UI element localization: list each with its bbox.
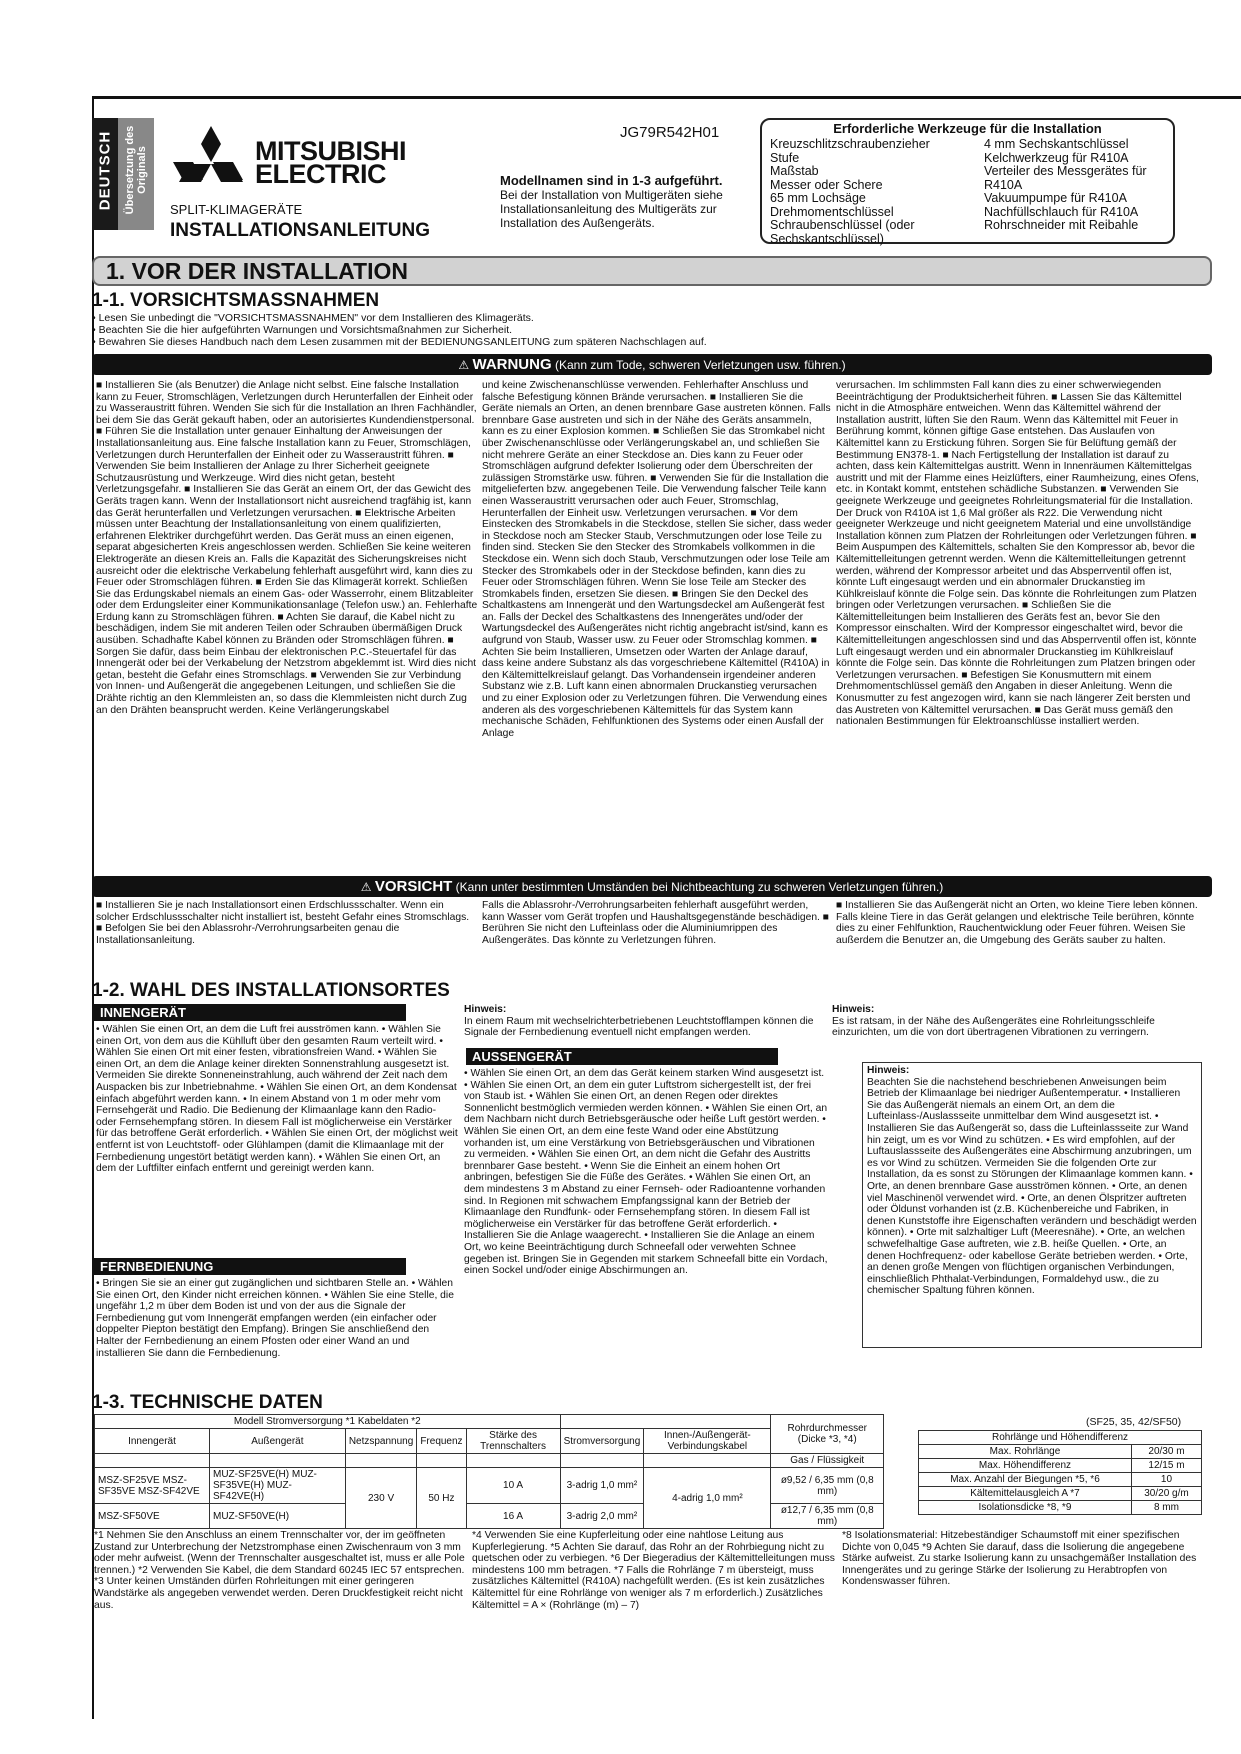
tool-item: Schraubenschlüssel (oder Sechskantschlüssel) — [770, 218, 915, 246]
tool-item: Messer oder Schere — [770, 177, 883, 192]
table-cell: MSZ-SF50VE — [95, 1504, 210, 1529]
table-cell: Kältemittelausgleich A *7 — [919, 1487, 1132, 1501]
caution-column-3: ■ Installieren Sie das Außengerät nicht an Orten, wo kleine Tiere leben können. Falls kleine Tiere in das Gerät gelangen und elektrische Teile berühren, könnte dies zu einer Fehlfunktion, Rauchentwicklung oder Feuer führen. Weisen Sie außerdem die Benutzer an, die Umgebung des Geräts sauber zu halten. — [836, 900, 1198, 946]
hint-remote — [464, 1004, 824, 1046]
language-tab — [92, 118, 118, 230]
intro-bullets: • Lesen Sie unbedingt die "VORSICHTSMASSNAHMEN" vor dem Installieren des Klimageräts. • Beachten Sie die hier aufgeführten Warnungen und Vorsichtsmaßnahmen zur Sicherheit. • Bewahren Sie dieses Handbuch nach dem Lesen zusammen mit der BEDIENUNGSANLEITUNG zum späteren Nachschlagen auf. — [92, 312, 707, 348]
tool-item: 65 mm Lochsäge — [770, 191, 866, 205]
section-title: 1. VOR DER INSTALLATION — [92, 256, 1212, 286]
table-cell: 10 A — [466, 1468, 560, 1504]
table-cell: ø9,52 / 6,35 mm (0,8 mm) — [771, 1468, 884, 1504]
brand-name — [255, 136, 407, 189]
table-cell: MSZ-SF25VE MSZ-SF35VE MSZ-SF42VE — [95, 1468, 210, 1504]
table-cell: 230 V — [345, 1468, 417, 1529]
tool-item: Kelchwerkzeug für R410A — [984, 150, 1129, 165]
table-header: Netzspannung — [345, 1429, 417, 1454]
remote-control-text: • Bringen Sie sie an einer gut zugänglichen und sichtbaren Stelle an. • Wählen Sie einen Ort, den Kinder nicht erreichen können. • Wählen Sie eine Stelle, die ungefähr 1,2 m über dem Boden ist und von der aus die Signale der Fernbedienung gut vom Innengerät empfangen werden (ein einfacher oder doppelter Piepton bestätigt den Empfang). Bringen Sie anschließend den Halter der Fernbedienung an einem Pfosten oder einer Wand an und installieren Sie dann die Fernbedienung. — [96, 1278, 454, 1359]
caution-column-1: ■ Installieren Sie je nach Installationsort einen Erdschlussschalter. Wenn ein solcher Erdschlussschalter nicht installiert ist, besteht Gefahr eines Stromschlags. ■ Befolgen Sie bei den Ablassrohr-/Verrohrungsarbeiten genau die Installationsanleitung. — [96, 900, 470, 946]
tools-box — [760, 118, 1175, 244]
product-type: SPLIT-KLIMAGERÄTE — [170, 202, 303, 217]
table-header: Rohrdurchmesser (Dicke *3, *4) — [771, 1415, 884, 1454]
pipe-length-table — [918, 1430, 1202, 1515]
table-cell: ø12,7 / 6,35 mm (0,8 mm) — [771, 1504, 884, 1529]
caution-icon: ⚠ — [360, 880, 372, 894]
table-cell: MUZ-SF25VE(H) MUZ-SF35VE(H) MUZ-SF42VE(H) — [210, 1468, 346, 1504]
subsection-title-precautions: 1-1. VORSICHTSMASSNAHMEN — [92, 290, 380, 311]
table-cell: 4-adrig 1,0 mm² — [644, 1468, 771, 1529]
table-cell: 8 mm — [1131, 1501, 1201, 1515]
hint-text: Beachten Sie die nachstehend beschriebenen Anweisungen beim Betrieb der Klimaanlage bei niedriger Außentemperatur. • Installieren Sie das Außengerät niemals an einem Ort, an dem die Lufteinlass-/Auslassseite unmittelbar dem Wind ausgesetzt ist. • Installieren Sie das Außengerät so, dass die Lufteinlassseite zur Wand hin zeigt, um es vor Wind zu schützen. • Es wird empfohlen, auf der Luftauslassseite des Außengerätes eine Abschirmung anzubringen, um es vor Wind zu schützen. Vermeiden Sie die folgenden Orte zur Installation, da es sonst zu Störungen der Klimaanlage kommen kann. • Orte, an denen brennbare Gase ausströmen können. • Orte, an denen viel Maschinenöl verwendet wird. • Orte, an denen Ölspritzer auftreten oder Öldunst vorhanden ist (z.B. Küchenbereiche und Fabriken, in denen Kunststoffe ihre Eigenschaften verändern und beschädigt werden können). • Orte mit salzhaltiger Luft (Meeresnähe). • Orte, an welchen schwefelhaltige Gase auftreten, wie z.B. heiße Quellen. • Orte, an denen Hochfrequenz- oder kabellose Geräte betrieben werden. • Orte, an denen große Mengen von flüchtigen organischen Verbindungen, einschließlich Phthalat-Verbindungen, Formaldehyd usw., die zu chemischer Spaltung führen können. — [867, 1076, 1197, 1297]
warning-note: (Kann zum Tode, schweren Verletzungen usw. führen.) — [555, 358, 846, 372]
table-cell: 3-adrig 1,0 mm² — [560, 1468, 644, 1504]
document-number: JG79R542H01 — [620, 124, 720, 141]
outdoor-unit-text: • Wählen Sie einen Ort, an dem das Gerät keinem starken Wind ausgesetzt ist. • Wählen Sie einen Ort, an dem ein guter Luftstrom sichergestellt ist, der frei von Staub ist. • Wählen Sie einen Ort, an denen Regen oder direktes Sonnenlicht bestmöglich vermieden werden können. • Wählen Sie einen Ort, an dem Nachbarn nicht durch Betriebsgeräusche oder heiße Luft gestört werden. • Wählen Sie einen Ort, an dem eine feste Wand oder eine Abstützung vorhanden ist, um eine Verstärkung von Betriebsgeräuschen und Vibrationen zu vermeiden. • Wählen Sie einen Ort, an dem nicht die Gefahr des Austritts brennbarer Gase besteht. • Wenn Sie die Einheit an einem hohen Ort anbringen, befestigen Sie die Füße des Gerätes. • Wählen Sie einen Ort, an dem mindestens 3 m Abstand zu einer Fernseh- oder Radioantenne vorhanden sind. In Regionen mit schwachem Empfangssignal kann der Betrieb der Klimaanlage den Rundfunk- oder Fernsehempfang stören. In diesem Fall ist möglicherweise ein Verstärker für das betroffene Gerät erforderlich. • Installieren Sie die Anlage waagerecht. • Installieren Sie die Anlage an einem Ort, wo keine Beeinträchtigung durch Schneefall oder verwehten Schnee gegeben ist. Bringen Sie in Gegenden mit starkem Schneefall bitte ein Vordach, einen Sockel und/oder einige Abschirmungen an. — [464, 1068, 828, 1277]
warning-bar — [92, 354, 1212, 375]
intro-bullet: Beachten Sie die hier aufgeführten Warnungen und Vorsichtsmaßnahmen zur Sicherheit. — [98, 324, 513, 336]
table-cell: 10 — [1131, 1473, 1201, 1487]
tools-title: Erforderliche Werkzeuge für die Installation — [833, 121, 1102, 136]
caution-bar — [92, 876, 1212, 897]
table-header: Frequenz — [417, 1429, 466, 1454]
table-cell: Max. Höhendifferenz — [919, 1459, 1132, 1473]
brand-line-2: ELECTRIC — [255, 159, 386, 189]
table-header: Modell Stromversorgung *1 Kabeldaten *2 — [95, 1415, 561, 1429]
table-cell: 12/15 m — [1131, 1459, 1201, 1473]
intro-bullet: Lesen Sie unbedingt die "VORSICHTSMASSNAHMEN" vor dem Installieren des Klimageräts. — [98, 312, 534, 324]
indoor-unit-text: • Wählen Sie einen Ort, an dem die Luft frei ausströmen kann. • Wählen Sie einen Ort, von dem aus die Kühlluft über den gesamten Raum verteilt wird. • Wählen Sie einen Ort mit einer festen, vibrationsfreien Wand. • Wählen Sie einen Ort, an dem die Anlage keiner direkten Sonnenstrahlung ausgesetzt ist. Vermeiden Sie direkte Sonneneinstrahlung, auch während der Zeit nach dem Auspacken bis zur Inbetriebnahme. • Wählen Sie einen Ort, an dem Kondensat einfach abgeführt werden kann. • In einem Abstand von 1 m oder mehr vom Fernsehgerät und Radio. Die Bedienung der Klimaanlage kann den Radio- oder Fernsehempfang stören. In diesem Fall ist möglicherweise ein Verstärker für das betroffene Gerät erforderlich. • Wählen Sie einen Ort, der möglichst weit entfernt ist von Leuchtstoff- oder Glühlampen (damit die Klimaanlage mit der Fernbedienung ungestört betätigt werden kann). • Wählen Sie einen Ort, an dem der Luftfilter einfach entfernt und gereinigt werden kann. — [96, 1024, 458, 1175]
hint-title: Hinweis: — [464, 1004, 507, 1015]
subsection-title-specs: 1-3. TECHNISCHE DATEN — [92, 1392, 323, 1413]
tools-column-2 — [984, 138, 1174, 233]
table-cell: 20/30 m — [1131, 1445, 1201, 1459]
remote-control-header: FERNBEDIENUNG — [94, 1258, 406, 1275]
original-label: Übersetzung des Originals — [124, 125, 148, 215]
hint-title: Hinweis: — [832, 1004, 875, 1015]
indoor-unit-header: INNENGERÄT — [94, 1004, 406, 1021]
warning-icon: ⚠ — [458, 358, 470, 372]
brand-line-1: MITSUBISHI — [255, 136, 407, 166]
table-header: Rohrlänge und Höhendifferenz — [919, 1431, 1202, 1445]
tool-item: Vakuumpumpe für R410A — [984, 191, 1127, 205]
tool-item: Verteiler des Messgerätes für R410A — [984, 164, 1147, 192]
table-cell: 30/20 g/m — [1131, 1487, 1201, 1501]
warning-word: WARNUNG — [472, 356, 552, 373]
table-cell: Max. Rohrlänge — [919, 1445, 1132, 1459]
model-note — [500, 174, 740, 230]
specs-table — [94, 1414, 884, 1529]
tool-item: Rohrschneider mit Reibahle — [984, 218, 1139, 232]
table-cell: 16 A — [466, 1504, 560, 1529]
table-cell: Isolationsdicke *8, *9 — [919, 1501, 1132, 1515]
table-header: Innengerät — [95, 1429, 210, 1454]
table-header: Stärke des Trennschalters — [466, 1429, 560, 1454]
footnotes-column-3: *8 Isolationsmaterial: Hitzebeständiger Schaumstoff mit einer spezifischen Dichte von 0,045 *9 Achten Sie darauf, dass die Isolierung die angegebene Stärke aufweist. Zu starke Isolierung kann zu unsachgemäßer Installation des Innengerätes und zu geringe Stärke der Isolierung zu Herabtropfen von Kondenswasser führen. — [842, 1530, 1197, 1588]
model-note-text: Bei der Installation von Multigeräten siehe Installationsanleitung des Multigeräts zur Installation des Außengeräts. — [500, 188, 723, 230]
footnotes-column-1: *1 Nehmen Sie den Anschluss an einem Trennschalter vor, der im geöffneten Zustand zur Unterbrechung der Netzstromphase einen Zwischenraum von 3 mm oder mehr aufweist. (Wenn der Trennschalter ausgeschaltet ist, muss er alle Pole trennen.) *2 Verwenden Sie Kabel, die dem Standard 60245 IEC 57 entsprechen. *3 Unter keinen Umständen dürfen Rohrleitungen mit einer geringeren Wandstärke als angegeben verwendet werden. Deren Druckfestigkeit reicht nicht aus. — [94, 1530, 465, 1611]
tool-item: Stufe — [770, 150, 800, 165]
tool-item: Kreuzschlitzschraubenzieher — [770, 137, 930, 151]
model-note-bold: Modellnamen sind in 1-3 aufgeführt. — [500, 173, 723, 188]
tools-column-1 — [770, 138, 975, 246]
table-cell: 50 Hz — [417, 1468, 466, 1529]
tool-item: Maßstab — [770, 164, 819, 178]
hint-vibration — [832, 1004, 1202, 1046]
intro-bullet: Bewahren Sie dieses Handbuch nach dem Lesen zusammen mit der BEDIENUNGSANLEITUNG zum späteren Nachschlagen auf. — [98, 336, 707, 348]
caution-word: VORSICHT — [374, 878, 453, 895]
table-cell: MUZ-SF50VE(H) — [210, 1504, 346, 1529]
footnotes-column-2: *4 Verwenden Sie eine Kupferleitung oder eine nahtlose Leitung aus Kupferlegierung. *5 Achten Sie darauf, das Rohr an der Rohrbiegung nicht zu quetschen oder zu verbiegen. *6 Der Biegeradius der Kältemittelleitungen muss mindestens 100 mm betragen. *7 Falls die Rohrlänge 7 m übersteigt, muss zusätzliches Kältemittel (R410A) nachgefüllt werden. (Es ist kein zusätzliches Kältemittel für eine Rohrlänge von weniger als 7 m erforderlich.) Zusätzliches Kältemittel = A × (Rohrlänge (m) – 7) — [472, 1530, 835, 1611]
table-header: Innen-/Außengerät-Verbindungskabel — [644, 1429, 771, 1454]
hint-text: In einem Raum mit wechselrichterbetriebenen Leuchtstofflampen können die Signale der Fernbedienung eventuell nicht empfangen werden. — [464, 1015, 814, 1039]
original-tab — [118, 118, 154, 230]
outdoor-unit-header: AUSSENGERÄT — [466, 1048, 778, 1065]
subsection-title-location: 1-2. WAHL DES INSTALLATIONSORTES — [92, 980, 450, 1001]
table-header: Gas / Flüssigkeit — [771, 1454, 884, 1468]
warning-column-2: und keine Zwischenanschlüsse verwenden. Fehlerhafter Anschluss und falsche Befestigung können Brände verursachen. ■ Installieren Sie die Geräte niemals an Orten, an denen brennbare Gase austreten können. Falls brennbare Gase austreten und sich in der Nähe des Geräts ansammeln, kann es zu einer Explosion kommen. ■ Schließen Sie das Stromkabel nicht über Zwischenanschlüsse oder Verlängerungskabel an, und schließen Sie nicht mehrere Geräte an einer Steckdose an. Dies kann zu Feuer oder Stromschlägen aufgrund defekter Isolierung oder dem Überschreiten der zulässigen Stromstärke usw. führen. ■ Verwenden Sie für die Installation die mitgelieferten bzw. angegebenen Teile. Die Verwendung falscher Teile kann einen Wasseraustritt verursachen oder auch Feuer, Stromschlag, Herunterfallen der Einheit usw. Verletzungen verursachen. ■ Vor dem Einstecken des Stromkabels in die Steckdose, stellen Sie sicher, dass weder in Steckdose noch am Stecker Staub, Verschmutzungen oder lose Teile zu finden sind. Stecken Sie den Stecker des Stromkabels vollkommen in die Steckdose ein. Wenn sich doch Staub, Verschmutzungen oder lose Teile am Stecker des Stromkabels oder in der Steckdose befinden, kann dies zu Feuer oder Stromschlägen führen. Wenn Sie lose Teile am Stecker des Stromkabels finden, ersetzen Sie diesen. ■ Bringen Sie den Deckel des Schaltkastens am Innengerät und den Wartungsdeckel am Außengerät fest an. Falls der Deckel des Schaltkastens des Innengerätes und/oder der Wartungsdeckel des Außengerätes nicht richtig angebracht ist/sind, kann es aufgrund von Staub, Wasser usw. zu Feuer oder Stromschlag kommen. ■ Achten Sie beim Installieren, Umsetzen oder Warten der Anlage darauf, dass keine andere Substanz als das vorgeschriebene Kältemittel (R410A) in den Kältemittelkreislauf gelangt. Das Vorhandensein irgendeiner anderen Substanz wie z.B. Luft kann einen abnormalen Druckanstieg verursachen und zu einer Explosion oder zu Verletzungen führen. Die Verwendung eines anderen als des vorgeschriebenen Kältemittels für das System kann mechanische Schäden, Fehlfunktionen des Systems oder einen Ausfall der Anlage — [482, 380, 832, 739]
table-header: Außengerät — [210, 1429, 346, 1454]
caution-note: (Kann unter bestimmten Umständen bei Nichtbeachtung zu schweren Verletzungen führen.) — [455, 880, 944, 894]
tool-item: Drehmomentschlüssel — [770, 204, 894, 219]
table-header: Stromversorgung — [560, 1429, 644, 1454]
hint-text: Es ist ratsam, in der Nähe des Außengerätes eine Rohrleitungsschleife einzurichten, um die von dort übertragenen Vibrationen zu verringern. — [832, 1015, 1155, 1039]
tool-item: 4 mm Sechskantschlüssel — [984, 137, 1129, 151]
language-label: DEUTSCH — [96, 130, 114, 211]
document-title: INSTALLATIONSANLEITUNG — [170, 220, 430, 241]
mitsubishi-logo-icon — [170, 124, 252, 196]
table-cell: Max. Anzahl der Biegungen *5, *6 — [919, 1473, 1132, 1487]
hint-title: Hinweis: — [867, 1065, 910, 1076]
caution-column-2: Falls die Ablassrohr-/Verrohrungsarbeiten fehlerhaft ausgeführt werden, kann Wasser vom Gerät tropfen und Haushaltsgegenstände beschädigen. ■ Berühren Sie nicht den Lufteinlass oder die Aluminiumrippen des Außengerätes. Das könnte zu Verletzungen führen. — [482, 900, 829, 946]
pipe-models-label: (SF25, 35, 42/SF50) — [1086, 1416, 1182, 1428]
warning-column-1: ■ Installieren Sie (als Benutzer) die Anlage nicht selbst. Eine falsche Installation kann zu Feuer, Stromschlägen, Verletzungen durch Herunterfallen der Einheit oder zu Wasseraustritt führen. Wenden Sie sich für die Installation an Ihren Fachhändler, bei dem Sie das Gerät gekauft haben, oder an autorisiertes Kundendienstpersonal. ■ Führen Sie die Installation unter genauer Einhaltung der Anweisungen der Installationsanleitung aus. Eine falsche Installation kann zu Feuer, Stromschlägen, Verletzungen durch Herunterfallen der Einheit oder zu Wasseraustritt führen. ■ Verwenden Sie beim Installieren der Anlage zu Ihrer Sicherheit geeignete Schutzausrüstung und Werkzeuge. Wird dies nicht getan, besteht Verletzungsgefahr. ■ Installieren Sie das Gerät an einem Ort, der das Gewicht des Geräts tragen kann. Wenn der Installationsort nicht ausreichend tragfähig ist, kann das Gerät herunterfallen und Verletzungen verursachen. ■ Elektrische Arbeiten müssen unter Beachtung der Installationsanleitung von einem qualifizierten, erfahrenen Elektriker durchgeführt werden. Das Gerät muss an einen eigenen, separat abgesicherten Kreis angeschlossen werden. Schließen Sie keine weiteren Elektrogeräte an diesen Kreis an. Falls die Kapazität des Sicherungskreises nicht ausreicht oder die elektrische Verkabelung fehlerhaft ausgeführt wird, kann dies zu Feuer oder Stromschlägen führen. ■ Erden Sie das Klimagerät korrekt. Schließen Sie das Erdungskabel niemals an einem Gas- oder Wasserrohr, einem Blitzableiter oder dem Erdungsleiter einer Kommunikationsanlage (Telefon usw.) an. Fehlerhafte Erdung kann zu Stromschlägen führen. ■ Achten Sie darauf, die Kabel nicht zu beschädigen, indem Sie mit anderen Teilen oder Schrauben übermäßigen Druck ausüben. Schadhafte Kabel können zu Bränden oder Stromschlägen führen. ■ Sorgen Sie dafür, dass beim Einbau der elektronischen P.C.-Steuertafel für das Innengerät oder bei der Verkabelung der Netzstrom abgeklemmt ist. Wird dies nicht getan, besteht die Gefahr eines Stromschlags. ■ Verwenden Sie zur Verbindung von Innen- und Außengerät die angegebenen Leitungen, und schließen Sie die Drähte richtig an den Klemmleisten an, so dass die Klemmleisten nicht durch Zug an den Drähten beansprucht werden. Keine Verlängerungskabel — [96, 380, 478, 716]
warning-column-3: verursachen. Im schlimmsten Fall kann dies zu einer schwerwiegenden Beeinträchtigung der Produktsicherheit führen. ■ Lassen Sie das Kältemittel nicht in die Atmosphäre entweichen. Wenn das Kältemittel während der Installation austritt, lüften Sie den Raum. Wenn das Kältemittel mit Feuer in Berührung kommt, können giftige Gase entstehen. Das Auslaufen von Kältemittel kann zu Erstickung führen. Sorgen Sie für Belüftung gemäß der Bestimmung EN378-1. ■ Nach Fertigstellung der Installation ist darauf zu achten, dass kein Kältemittelgas austritt. Wenn in Innenräumen Kältemittelgas austritt und mit der Flamme eines Heizlüfters, einer Raumheizung, eines Ofens, etc. in Kontakt kommt, entstehen schädliche Substanzen. ■ Verwenden Sie geeignete Werkzeuge und geeignetes Rohrleitungsmaterial für die Installation. Der Druck von R410A ist 1,6 Mal größer als R22. Die Verwendung nicht geeigneter Werkzeuge und nicht geeignetem Material und eine unvollständige Installation können zum Platzen der Rohrleitungen oder Verletzungen führen. ■ Beim Auspumpen des Kältemittels, schalten Sie den Kompressor ab, bevor die Kältemittelleitungen getrennt werden. Wenn die Kältemittelleitungen getrennt werden, während der Kompressor arbeitet und das Absperrventil offen ist, könnte Luft eingesaugt werden und ein abnormaler Druckanstieg im Kühlkreislauf könnte die Folge sein. Das könnte die Rohrleitungen zum Platzen bringen oder Verletzungen verursachen. ■ Schließen Sie die Kältemittelleitungen beim Installieren des Geräts fest an, bevor Sie den Kompressor einschalten. Wird der Kompressor eingeschaltet wird, bevor die Kältemittelleitungen angeschlossen sind und das Absperrventil offen ist, könnte Luft eingesaugt werden und ein abnormaler Druckanstieg im Kühlkreislauf könnte die Folge sein. Das könnte die Rohrleitungen zum Platzen bringen oder Verletzungen verursachen. ■ Befestigen Sie Konusmuttern mit einem Drehmomentschlüssel gemäß den Angaben in dieser Anleitung. Wenn die Konusmutter zu fest angezogen wird, kann sie nach längerer Zeit bersten und das Austreten von Kältemittel verursachen. ■ Das Gerät muss gemäß den nationalen Bestimmungen für Elektroanschlüsse installiert werden. — [836, 380, 1199, 728]
hint-low-temp-box — [862, 1062, 1202, 1348]
tool-item: Nachfüllschlauch für R410A — [984, 204, 1139, 219]
table-cell: 3-adrig 2,0 mm² — [560, 1504, 644, 1529]
